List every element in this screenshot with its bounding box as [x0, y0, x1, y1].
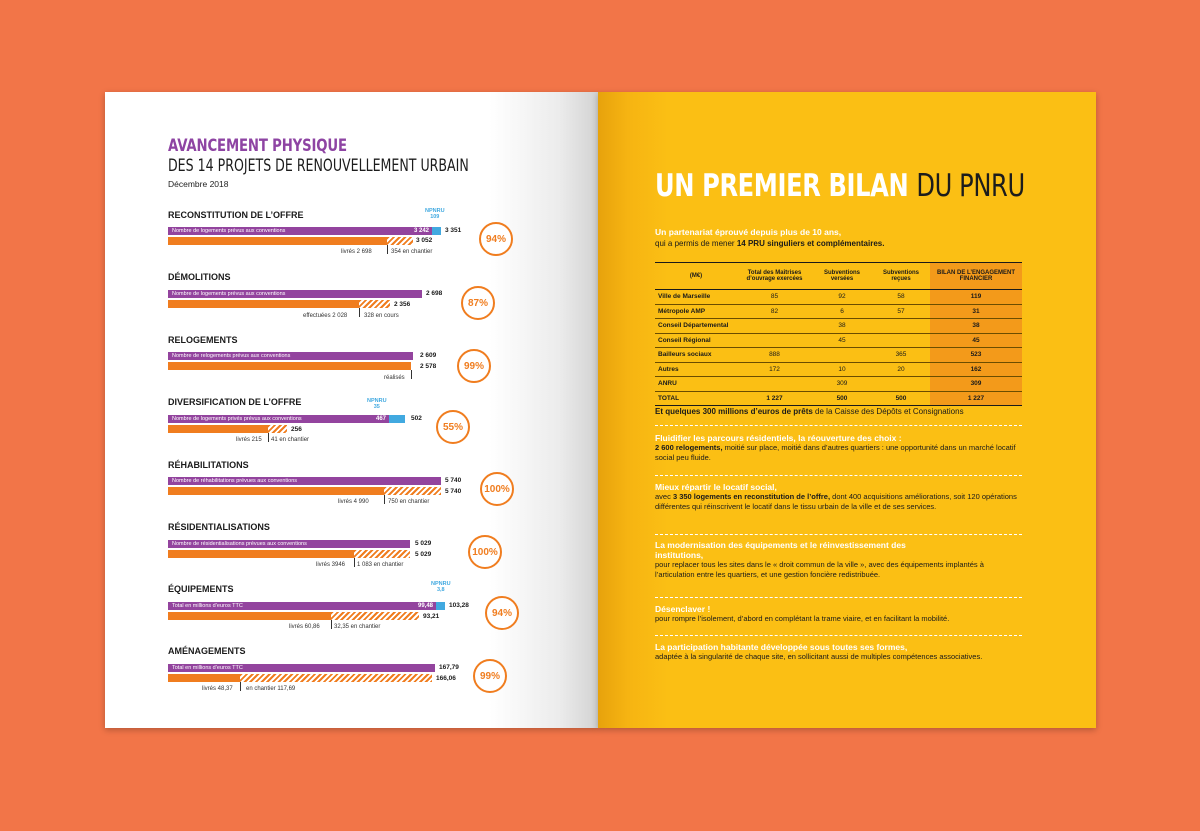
- paragraph-body: 2 600 relogements, moitié sur place, moitié dans d’autres quartiers : une opportunité dans un marché locatif social peu fluide.: [655, 443, 1016, 462]
- bar-planned: [168, 602, 436, 610]
- bar-total-value: 2 698: [426, 290, 443, 297]
- bar-realised-value: 2 578: [420, 363, 437, 370]
- section-title: RÉHABILITATIONS: [168, 460, 249, 470]
- paragraph-body: avec 3 350 logements en reconstitution de l’offre, dont 400 acquisitions améliorations, soit 120 opérations différentes qui réinscrivent le locatif dans le tissu urbain de la ville et de ses services.: [655, 492, 1017, 511]
- table-cell: 500: [872, 391, 930, 406]
- table-row: [655, 290, 1022, 305]
- bar-delivered: [168, 237, 387, 245]
- bar-planned: [168, 477, 441, 485]
- npnru-label: NPNRU 3,8: [431, 581, 451, 593]
- paragraph-heading: Fluidifier les parcours résidentiels, la réouverture des choix :: [655, 433, 902, 443]
- percent-circle: 100%: [480, 472, 514, 506]
- bar-realised-value: 2 356: [394, 301, 411, 308]
- table-row: [655, 362, 1022, 377]
- bar-in-progress: [240, 674, 432, 682]
- bar-total-value: 5 740: [445, 477, 462, 484]
- column-header: Subventions reçues: [872, 263, 930, 290]
- note-delivered: livrés 215: [236, 437, 262, 443]
- paragraph-heading: Mieux répartir le locatif social,: [655, 482, 777, 492]
- note-in-progress: en chantier 117,69: [246, 686, 296, 692]
- bar-realised-value: 256: [291, 426, 302, 433]
- percent-circle: 100%: [468, 535, 502, 569]
- table-cell: [737, 319, 812, 334]
- bar-planned: [168, 227, 432, 235]
- paragraph-body: adaptée à la singularité de chaque site, en sollicitant aussi de multiples compétences associatives.: [655, 652, 983, 661]
- bar-delivered: [168, 612, 331, 620]
- table-cell: [872, 333, 930, 348]
- paragraph-heading: La modernisation des équipements et le réinvestissement des institutions,: [655, 540, 906, 560]
- table-cell: 92: [812, 290, 872, 305]
- left-page: [105, 92, 598, 728]
- table-cell: 309: [812, 377, 872, 392]
- table-cell: 365: [872, 348, 930, 363]
- table-cell: 500: [812, 391, 872, 406]
- bar-planned: [168, 415, 389, 423]
- bar-split-tick: [387, 245, 388, 254]
- note-in-progress: 328 en cours: [364, 313, 399, 319]
- bar-realised-value: 166,06: [436, 675, 456, 682]
- note-in-progress: 750 en chantier: [388, 499, 430, 505]
- financial-table: [655, 262, 1022, 406]
- bar-inbar-value: 99,48: [417, 603, 433, 609]
- divider: [655, 425, 1022, 426]
- bar-total-value: 167,79: [439, 664, 459, 671]
- table-cell: [737, 333, 812, 348]
- note-delivered: effectuées 2 028: [303, 313, 348, 319]
- table-cell: 58: [872, 290, 930, 305]
- bar-split-tick: [411, 370, 412, 379]
- table-cell: 162: [930, 362, 1022, 377]
- note-delivered: réalisés: [384, 375, 405, 381]
- intro-line: qui a permis de mener 14 PRU singuliers et complémentaires.: [655, 239, 885, 248]
- table-cell: 57: [872, 304, 930, 319]
- bar-in-progress: [387, 237, 413, 245]
- table-cell: Autres: [655, 362, 737, 377]
- percent-circle: 94%: [479, 222, 513, 256]
- table-cell: [872, 319, 930, 334]
- table-row: [655, 377, 1022, 392]
- loans-note: Et quelques 300 millions d’euros de prêts de la Caisse des Dépôts et Consignations: [655, 407, 964, 416]
- table-cell: Conseil Régional: [655, 333, 737, 348]
- bar-in-progress: [354, 550, 410, 558]
- section-title: DIVERSIFICATION DE L’OFFRE: [168, 397, 302, 407]
- bar-split-tick: [354, 558, 355, 567]
- bar-delivered: [168, 425, 268, 433]
- table-cell: 31: [930, 304, 1022, 319]
- table-cell: [812, 348, 872, 363]
- bar-npnru: [432, 227, 441, 235]
- npnru-label: NPNRU 35: [367, 398, 387, 410]
- column-header: Total des Maîtrises d’ouvrage exercées: [737, 263, 812, 290]
- table-cell: [872, 377, 930, 392]
- table-cell: 309: [930, 377, 1022, 392]
- table-row: [655, 333, 1022, 348]
- table-cell: 45: [930, 333, 1022, 348]
- note-delivered: livrés 4 990: [338, 499, 369, 505]
- column-header: Subventions versées: [812, 263, 872, 290]
- bar-total-value: 5 029: [415, 540, 432, 547]
- bar-in-progress: [359, 300, 390, 308]
- table-cell: 38: [930, 319, 1022, 334]
- note-in-progress: 354 en chantier: [391, 249, 433, 255]
- page-title: UN PREMIER BILAN DU PNRU: [655, 168, 1025, 204]
- bar-label: Nombre de résidentialisations prévues aux conventions: [172, 541, 307, 547]
- paragraph-heading: Désenclaver !: [655, 604, 711, 614]
- paragraph-body: pour rompre l’isolement, d’abord en complétant la trame viaire, et en facilitant la mobilité.: [655, 614, 950, 623]
- table-cell: 523: [930, 348, 1022, 363]
- percent-circle: 94%: [485, 596, 519, 630]
- table-cell: 45: [812, 333, 872, 348]
- divider: [655, 475, 1022, 476]
- page-subtitle: DES 14 PROJETS DE RENOUVELLEMENT URBAIN: [168, 156, 469, 176]
- table-total-row: [655, 391, 1022, 406]
- table-row: [655, 348, 1022, 363]
- bar-inbar-value: 467: [375, 416, 386, 422]
- bar-npnru: [389, 415, 405, 423]
- column-header: (M€): [655, 263, 737, 290]
- section-title: RECONSTITUTION DE L’OFFRE: [168, 210, 304, 220]
- bar-delivered: [168, 300, 359, 308]
- table-cell: 888: [737, 348, 812, 363]
- table-cell: 10: [812, 362, 872, 377]
- bar-label: Nombre de logements prévus aux conventions: [172, 291, 286, 297]
- bar-in-progress: [384, 487, 441, 495]
- table-cell: Conseil Départemental: [655, 319, 737, 334]
- percent-circle: 99%: [473, 659, 507, 693]
- paragraph-body: pour replacer tous les sites dans le « droit commun de la ville », avec des équipements implantés à l’articulation entre les quartiers, et une gestion foncière redistribuée.: [655, 560, 984, 579]
- section-title: AMÉNAGEMENTS: [168, 646, 246, 656]
- table-cell: 38: [812, 319, 872, 334]
- column-header: BILAN DE L’ENGAGEMENT FINANCIER: [930, 263, 1022, 290]
- bar-split-tick: [359, 308, 360, 317]
- table-cell: 6: [812, 304, 872, 319]
- paragraph: [655, 642, 1025, 662]
- table-cell: 82: [737, 304, 812, 319]
- bar-split-tick: [268, 433, 269, 442]
- divider: [655, 597, 1022, 598]
- table-row: [655, 319, 1022, 334]
- table-cell: 172: [737, 362, 812, 377]
- bar-label: Total en millions d’euros TTC: [172, 603, 243, 609]
- bar-delivered: [168, 362, 411, 370]
- bar-label: Nombre de relogements prévus aux conventions: [172, 353, 291, 359]
- note-delivered: livrés 3946: [316, 562, 346, 568]
- table-cell: Ville de Marseille: [655, 290, 737, 305]
- bar-label: Nombre de logements prévus aux conventions: [172, 228, 286, 234]
- bar-planned: [168, 664, 435, 672]
- bar-total-value: 3 351: [445, 227, 462, 234]
- bar-realised-value: 5 029: [415, 551, 432, 558]
- page-title: AVANCEMENT PHYSIQUE: [168, 136, 347, 156]
- page-date: Décembre 2018: [168, 179, 229, 189]
- table-cell: 20: [872, 362, 930, 377]
- note-delivered: livrés 2 698: [341, 249, 372, 255]
- section-title: RÉSIDENTIALISATIONS: [168, 522, 270, 532]
- bar-in-progress: [268, 425, 287, 433]
- bar-split-tick: [331, 620, 332, 629]
- bar-total-value: 502: [411, 415, 422, 422]
- percent-circle: 55%: [436, 410, 470, 444]
- table-cell: 1 227: [930, 391, 1022, 406]
- paragraph: [655, 604, 1025, 624]
- paragraph: [655, 433, 1025, 462]
- percent-circle: 99%: [457, 349, 491, 383]
- bar-inbar-value: 3 242: [413, 228, 429, 234]
- table-cell: ANRU: [655, 377, 737, 392]
- bar-npnru: [436, 602, 445, 610]
- divider: [655, 635, 1022, 636]
- note-delivered: livrés 48,37: [202, 686, 233, 692]
- bar-realised-value: 93,21: [423, 613, 440, 620]
- bar-delivered: [168, 550, 354, 558]
- right-page: [598, 92, 1096, 728]
- table-cell: TOTAL: [655, 391, 737, 406]
- table-cell: 85: [737, 290, 812, 305]
- table-cell: Métropole AMP: [655, 304, 737, 319]
- table-cell: 1 227: [737, 391, 812, 406]
- bar-planned: [168, 352, 413, 360]
- bar-delivered: [168, 487, 384, 495]
- paragraph-heading: La participation habitante développée sous toutes ses formes,: [655, 642, 908, 652]
- table-row: [655, 304, 1022, 319]
- note-in-progress: 41 en chantier: [271, 437, 310, 443]
- table-header-row: [655, 263, 1022, 290]
- bar-realised-value: 5 740: [445, 488, 462, 495]
- table-cell: Bailleurs sociaux: [655, 348, 737, 363]
- bar-total-value: 103,28: [449, 602, 469, 609]
- bar-total-value: 2 609: [420, 352, 437, 359]
- table-cell: 119: [930, 290, 1022, 305]
- bar-label: Nombre de logements privés prévus aux conventions: [172, 416, 302, 422]
- paragraph: [655, 540, 1025, 579]
- bar-delivered: [168, 674, 240, 682]
- note-in-progress: 32,35 en chantier: [334, 624, 381, 630]
- bar-label: Total en millions d’euros TTC: [172, 665, 243, 671]
- bar-split-tick: [384, 495, 385, 504]
- bar-realised-value: 3 052: [416, 237, 433, 244]
- bar-planned: [168, 290, 422, 298]
- section-title: DÉMOLITIONS: [168, 272, 231, 282]
- section-title: RELOGEMENTS: [168, 335, 238, 345]
- note-in-progress: 1 083 en chantier: [357, 562, 404, 568]
- bar-label: Nombre de réhabilitations prévues aux conventions: [172, 478, 298, 484]
- bar-split-tick: [240, 682, 241, 691]
- percent-circle: 87%: [461, 286, 495, 320]
- paragraph: [655, 482, 1025, 511]
- intro-line: Un partenariat éprouvé depuis plus de 10 ans,: [655, 227, 842, 237]
- section-title: ÉQUIPEMENTS: [168, 584, 234, 594]
- table-cell: [737, 377, 812, 392]
- npnru-label: NPNRU 109: [425, 208, 445, 220]
- bar-in-progress: [331, 612, 419, 620]
- note-delivered: livrés 60,86: [289, 624, 320, 630]
- divider: [655, 534, 1022, 535]
- bar-planned: [168, 540, 410, 548]
